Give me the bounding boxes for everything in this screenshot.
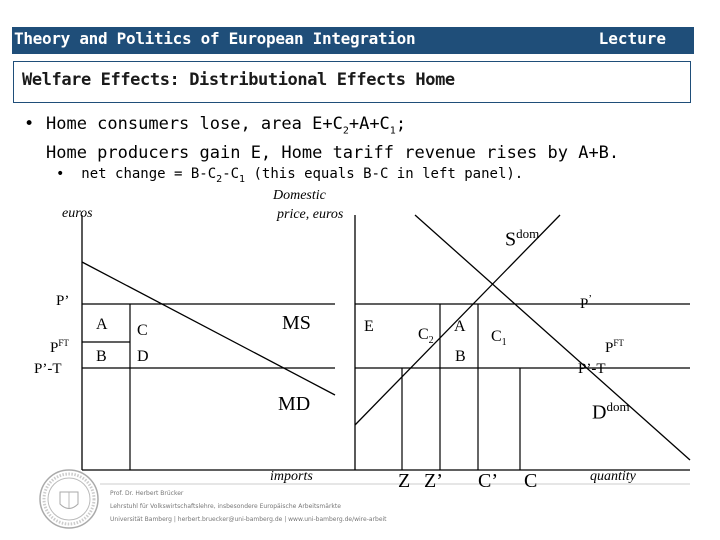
right-area-c2: $C_2$ xyxy=(418,326,434,347)
footer-line-2: Lehrstuhl für Volkswirtschaftslehre, insbesondere Europäische Arbeitsmärkte xyxy=(110,503,341,510)
right-cprime-label: C’ xyxy=(478,470,498,492)
right-pft-label: $P^{FT}$ xyxy=(605,338,624,356)
right-area-e: E xyxy=(364,318,374,335)
left-pft-label: $P^{FT}$ xyxy=(50,338,69,356)
bullet-line-2: Home producers gain E, Home tariff revenue rises by A+B. xyxy=(46,143,620,164)
left-md-label: MD xyxy=(278,393,311,415)
left-pprime-label: P’ xyxy=(56,293,70,309)
right-demand-line xyxy=(415,215,690,460)
left-axis-y-label: euros xyxy=(62,206,93,221)
right-area-a: A xyxy=(454,318,466,335)
right-ddom-label: $D^{dom}$ xyxy=(592,399,630,424)
right-z-label: Z xyxy=(398,470,411,492)
left-axis-x-label: imports xyxy=(270,469,313,484)
university-seal-icon xyxy=(38,468,100,530)
left-area-b: B xyxy=(96,348,107,365)
right-axis-x-label: quantity xyxy=(590,469,636,484)
right-area-c1: $C_1$ xyxy=(491,328,507,349)
right-zprime-label: Z’ xyxy=(424,470,443,492)
footer-line-3: Universität Bamberg | herbert.bruecker@uni-bamberg.de | www.uni-bamberg.de/wire-arbeit xyxy=(110,516,387,523)
footer-line-1: Prof. Dr. Herbert Brücker xyxy=(110,490,184,497)
right-pprime-label: P’ xyxy=(580,293,593,312)
slide-subtitle: Welfare Effects: Distributional Effects Home xyxy=(22,70,455,90)
left-area-d: D xyxy=(137,348,149,365)
left-pminust-label: P’-T xyxy=(34,361,62,377)
left-area-a: A xyxy=(96,316,108,333)
right-axis-y-label-1: Domestic xyxy=(273,188,326,203)
right-axis-y-label-2: price, euros xyxy=(277,207,344,222)
right-pminust-label: P’-T xyxy=(578,361,606,377)
bullet-icon: • xyxy=(24,114,35,134)
header-title: Theory and Politics of European Integration xyxy=(14,29,416,48)
bullet-sub: • net change = $B-C_2-C_1$ (this equals B-C in left panel). xyxy=(56,166,524,185)
bullet-line-1: Home consumers lose, area $E+C_2+A+C_1$; xyxy=(46,114,407,137)
left-area-c: C xyxy=(137,322,148,339)
header-lecture: Lecture xyxy=(598,29,666,48)
right-area-b: B xyxy=(455,348,466,365)
right-c-label: C xyxy=(524,470,538,492)
left-ms-label: MS xyxy=(282,312,311,334)
bullet-sub-icon: • xyxy=(56,166,82,182)
right-sdom-label: $S^{dom}$ xyxy=(505,226,540,251)
